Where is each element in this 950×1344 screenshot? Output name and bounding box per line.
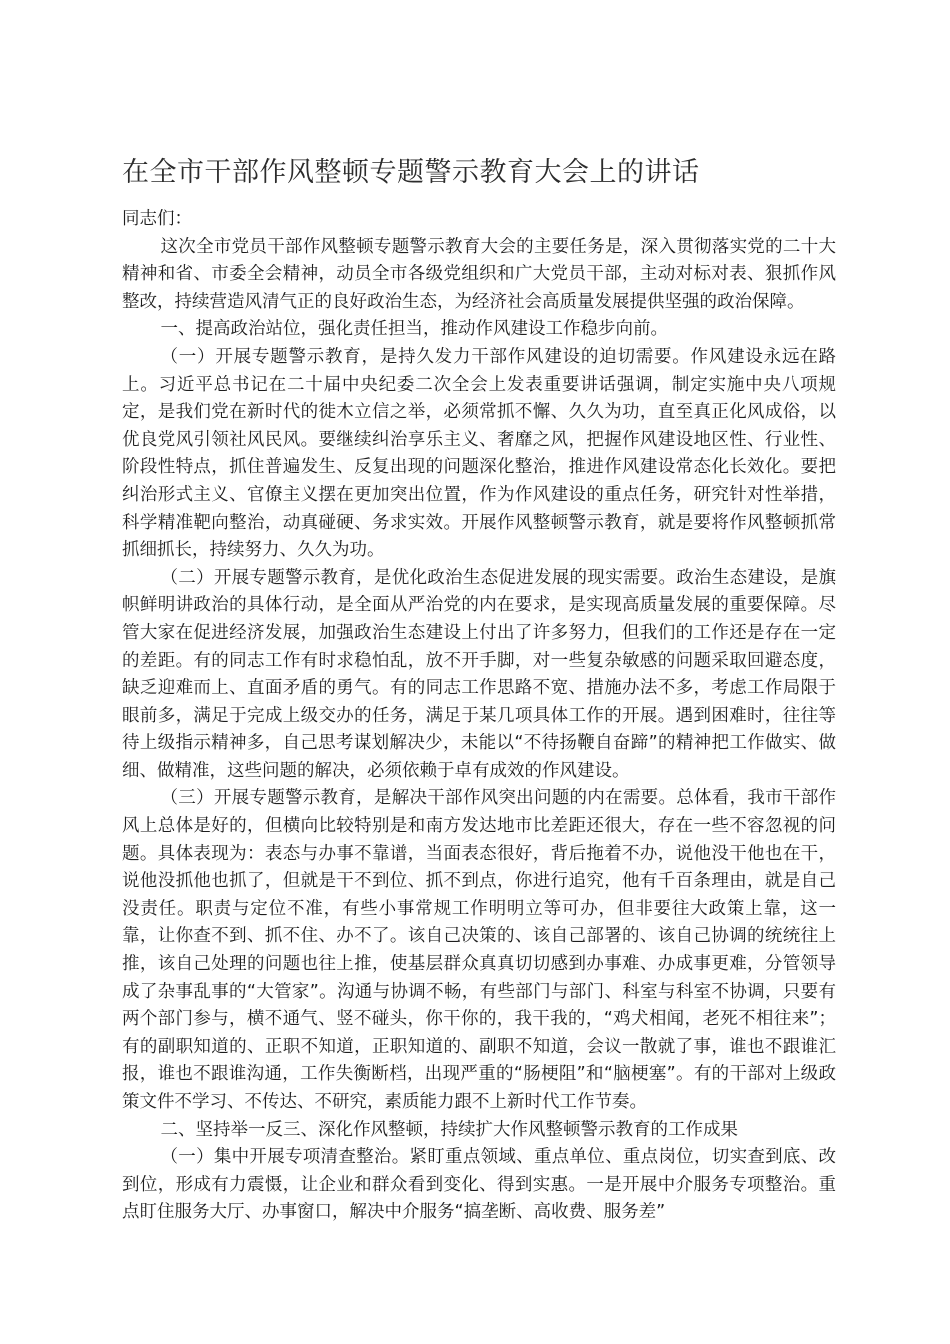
section-heading-1: 一、提高政治站位，强化责任担当，推动作风建设工作稳步向前。 [160, 319, 668, 340]
section-heading-2: 二、坚持举一反三、深化作风整顿，持续扩大作风整顿警示教育的工作成果 [160, 1119, 738, 1140]
salutation: 同志们： [122, 209, 192, 229]
paragraph-2-1: （一）集中开展专项清查整治。紧盯重点领域、重点单位、重点岗位，切实查到底、改到位，形成有力震慑，让企业和群众看到变化、得到实惠。一是开展中介服务专项整治。重点盯住服务大厅、办事窗口，解决中介服务“搞垄断、高收费、服务差” [122, 1147, 836, 1223]
document-body [122, 206, 836, 1227]
paragraph-1-3: （三）开展专题警示教育，是解决干部作风突出问题的内在需要。总体看，我市干部作风上总体是好的，但横向比较特别是和南方发达地市比差距还很大，存在一些不容忽视的问题。具体表现为：表态与办事不靠谱，当面表态很好，背后拖着不办，说他没干他也在干，说他没抓他也抓了，但就是干不到位、抓不到点，你进行追究，他有千百条理由，就是自己没责任。职责与定位不准，有些小事常规工作明明立等可办，但非要往大政策上靠，这一靠，让你查不到、抓不住、办不了。该自己决策的、该自己部署的、该自己协调的统统往上推，该自己处理的问题也往上推，使基层群众真真切切感到办事难、办成事更难，分管领导成了杂事乱事的“大管家”。沟通与协调不畅，有些部门与部门、科室与科室不协调，只要有两个部门参与，横不通气、竖不碰头，你干你的，我干我的，“鸡犬相闻，老死不相往来”；有的副职知道的、正职不知道，正职知道的、副职不知道，会议一散就了事，谁也不跟谁汇报，谁也不跟谁沟通，工作失衡断档，出现严重的“肠梗阻”和“脑梗塞”。有的干部对上级政策文件不学习、不传达、不研究，素质能力跟不上新时代工作节奏。 [122, 788, 836, 1112]
document-title: 在全市干部作风整顿专题警示教育大会上的讲话 [122, 157, 700, 188]
paragraph-1-1: （一）开展专题警示教育，是持久发力干部作风建设的迫切需要。作风建设永远在路上。习近平总书记在二十届中央纪委二次全会上发表重要讲话强调，制定实施中央八项规定，是我们党在新时代的徙木立信之举，必须常抓不懈、久久为功，直至真正化风成俗，以优良党风引领社风民风。要继续纠治享乐主义、奢靡之风，把握作风建设地区性、行业性、阶段性特点，抓住普遍发生、反复出现的问题深化整治，推进作风建设常态化长效化。要把纠治形式主义、官僚主义摆在更加突出位置，作为作风建设的重点任务，研究针对性举措，科学精准靶向整治，动真碰硬、务求实效。开展作风整顿警示教育，就是要将作风整顿抓常抓细抓长，持续努力、久久为功。 [122, 346, 836, 561]
paragraph-1-2: （二）开展专题警示教育，是优化政治生态促进发展的现实需要。政治生态建设，是旗帜鲜明讲政治的具体行动，是全面从严治党的内在要求，是实现高质量发展的重要保障。尽管大家在促进经济发展，加强政治生态建设上付出了许多努力，但我们的工作还是存在一定的差距。有的同志工作有时求稳怕乱，放不开手脚，对一些复杂敏感的问题采取回避态度，缺乏迎难而上、直面矛盾的勇气。有的同志工作思路不宽、措施办法不多，考虑工作局限于眼前多，满足于完成上级交办的任务，满足于某几项具体工作的开展。遇到困难时，往往等待上级指示精神多，自己思考谋划解决少，未能以“不待扬鞭自奋蹄”的精神把工作做实、做细、做精准，这些问题的解决，必须依赖于卓有成效的作风建设。 [122, 567, 836, 781]
paragraph-intro: 这次全市党员干部作风整顿专题警示教育大会的主要任务是，深入贯彻落实党的二十大精神和省、市委全会精神，动员全市各级党组织和广大党员干部，主动对标对表、狠抓作风整改，持续营造风清气正的良好政治生态，为经济社会高质量发展提供坚强的政治保障。 [122, 236, 836, 312]
